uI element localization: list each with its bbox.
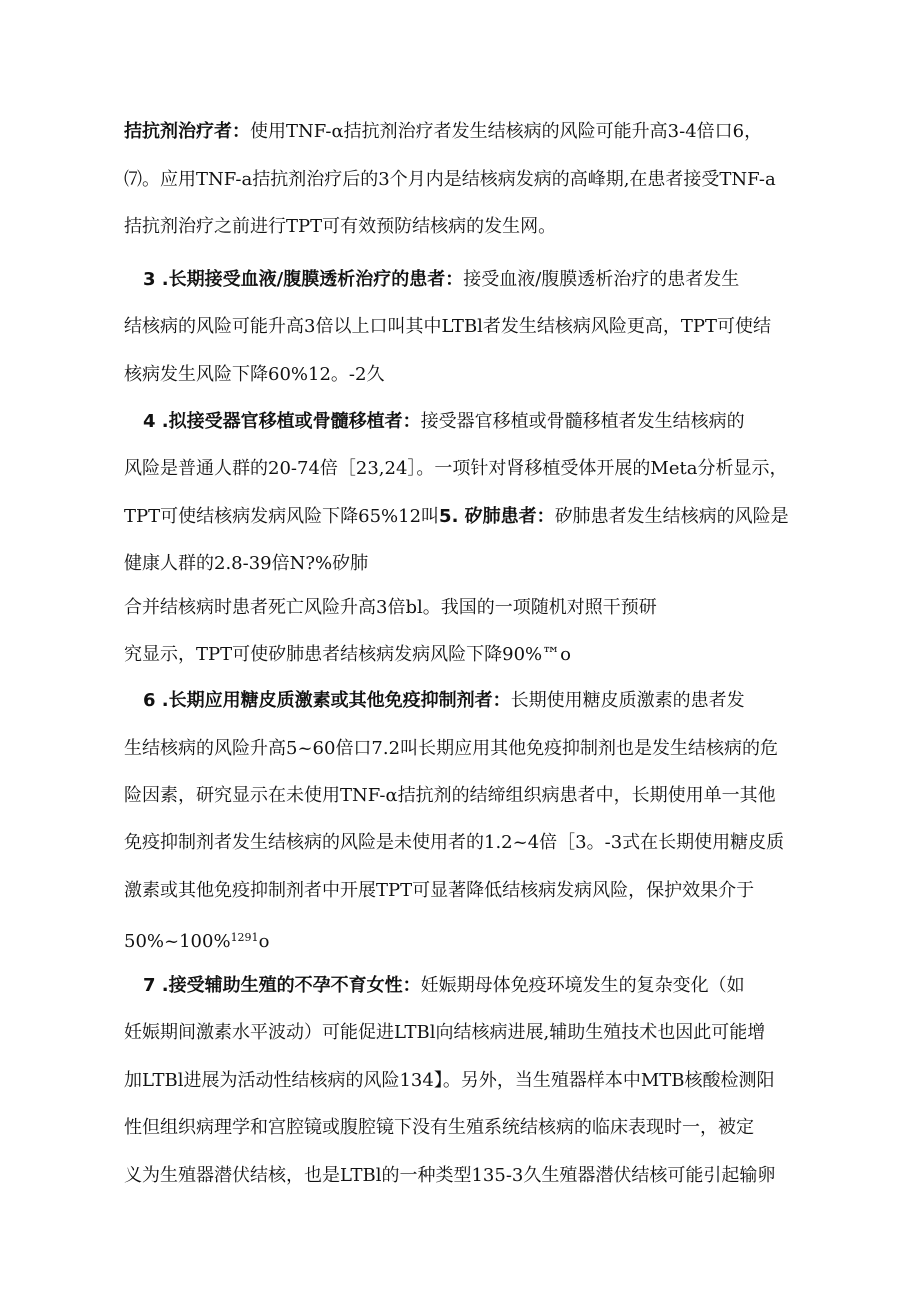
text-run: 加LTBl进展为活动性结核病的风险134】。另外，当生殖器样本中MTB核酸检测阳 <box>124 1070 775 1091</box>
para-4-heading: 5. 矽肺患者： <box>439 506 555 527</box>
text-run: 激素或其他免疫抑制剂者中开展TPT可显著降低结核病发病风险，保护效果介于 <box>124 880 755 901</box>
text-line <box>0 1164 920 1188</box>
text-line <box>0 457 920 481</box>
text-line <box>0 315 920 339</box>
text-run: 长期使用糖皮质激素的患者发 <box>510 690 745 711</box>
text-line <box>0 505 920 529</box>
text-run: 免疫抑制剂者发生结核病的风险是未使用者的1.2~4倍［3。-3式在长期使用糖皮质 <box>124 832 785 853</box>
text-run: 核病发生风险下降60%12。-2久 <box>124 364 385 385</box>
text-line <box>0 879 920 903</box>
text-run: 妊娠期母体免疫环境发生的复杂变化（如 <box>420 975 745 996</box>
text-run: 拮抗剂治疗之前进行TPT可有效预防结核病的发生网。 <box>124 216 557 237</box>
text-run: 风险是普通人群的20-74倍［23,24］。一项针对肾移植受体开展的Meta分析显示， <box>124 458 788 479</box>
text-line <box>0 689 920 713</box>
text-line <box>0 552 920 576</box>
para-2-heading: 3 .长期接受血液/腹膜透析治疗的患者： <box>143 269 464 290</box>
text-run: 矽肺患者发生结核病的风险是 <box>554 506 789 527</box>
text-run: 险因素，研究显示在未使用TNF-α拮抗剂的结缔组织病患者中，长期使用单一其他 <box>124 785 776 806</box>
text-line <box>0 1069 920 1093</box>
para-6-heading: 7 .接受辅助生殖的不孕不育女性： <box>143 975 421 996</box>
text-run: 结核病的风险可能升高3倍以上口叫其中LTBl者发生结核病风险更高，TPT可使结 <box>124 316 772 337</box>
para-5-heading: 6 .长期应用糖皮质激素或其他免疫抑制剂者： <box>143 690 511 711</box>
text-run: 妊娠期间激素水平波动）可能促进LTBl向结核病进展,辅助生殖技术也因此可能增 <box>124 1022 766 1043</box>
text-run: 义为生殖器潜伏结核，也是LTBl的一种类型135-3久生殖器潜伏结核可能引起输卵 <box>124 1165 776 1186</box>
text-run: 接受器官移植或骨髓移植者发生结核病的 <box>420 411 745 432</box>
text-line <box>0 168 920 192</box>
text-line <box>0 215 920 239</box>
text-run: TPT可使结核病发病风险下降65%12叫 <box>124 506 440 527</box>
text-run: ⑺。应用TNF-a拮抗剂治疗后的3个月内是结核病发病的高峰期,在患者接受TNF-a <box>124 169 776 190</box>
text-line <box>0 268 920 292</box>
text-line <box>0 831 920 855</box>
para-1-heading: 拮抗剂治疗者： <box>124 121 250 142</box>
text-line <box>0 737 920 761</box>
text-run: 接受血液/腹膜透析治疗的患者发生 <box>463 269 740 290</box>
text-line <box>0 926 920 950</box>
text-line <box>0 974 920 998</box>
text-run: 健康人群的2.8-39倍N?%矽肺 <box>124 553 369 574</box>
text-run: 究显示，TPT可使矽肺患者结核病发病风险下降90%™o <box>124 644 571 665</box>
text-line <box>0 596 920 620</box>
para-3-heading: 4 .拟接受器官移植或骨髓移植者： <box>143 411 421 432</box>
text-run: 性但组织病理学和宫腔镜或腹腔镜下没有生殖系统结核病的临床表现时一，被定 <box>124 1117 754 1138</box>
text-line <box>0 120 920 144</box>
text-line <box>0 784 920 808</box>
text-run: 生结核病的风险升高5~60倍口7.2叫长期应用其他免疫抑制剂也是发生结核病的危 <box>124 738 779 759</box>
text-line <box>0 1021 920 1045</box>
text-run: 合并结核病时患者死亡风险升高3倍bl。我国的一项随机对照干预研 <box>124 597 657 618</box>
text-run: 使用TNF-α拮抗剂治疗者发生结核病的风险可能升高3-4倍口6， <box>250 121 763 142</box>
citation-superscript: 1291 <box>230 931 259 944</box>
text-line <box>0 410 920 434</box>
text-line <box>0 1116 920 1140</box>
text-line <box>0 643 920 667</box>
text-run: o <box>258 931 270 952</box>
text-line <box>0 363 920 387</box>
text-run: 50%~100% <box>124 931 231 952</box>
